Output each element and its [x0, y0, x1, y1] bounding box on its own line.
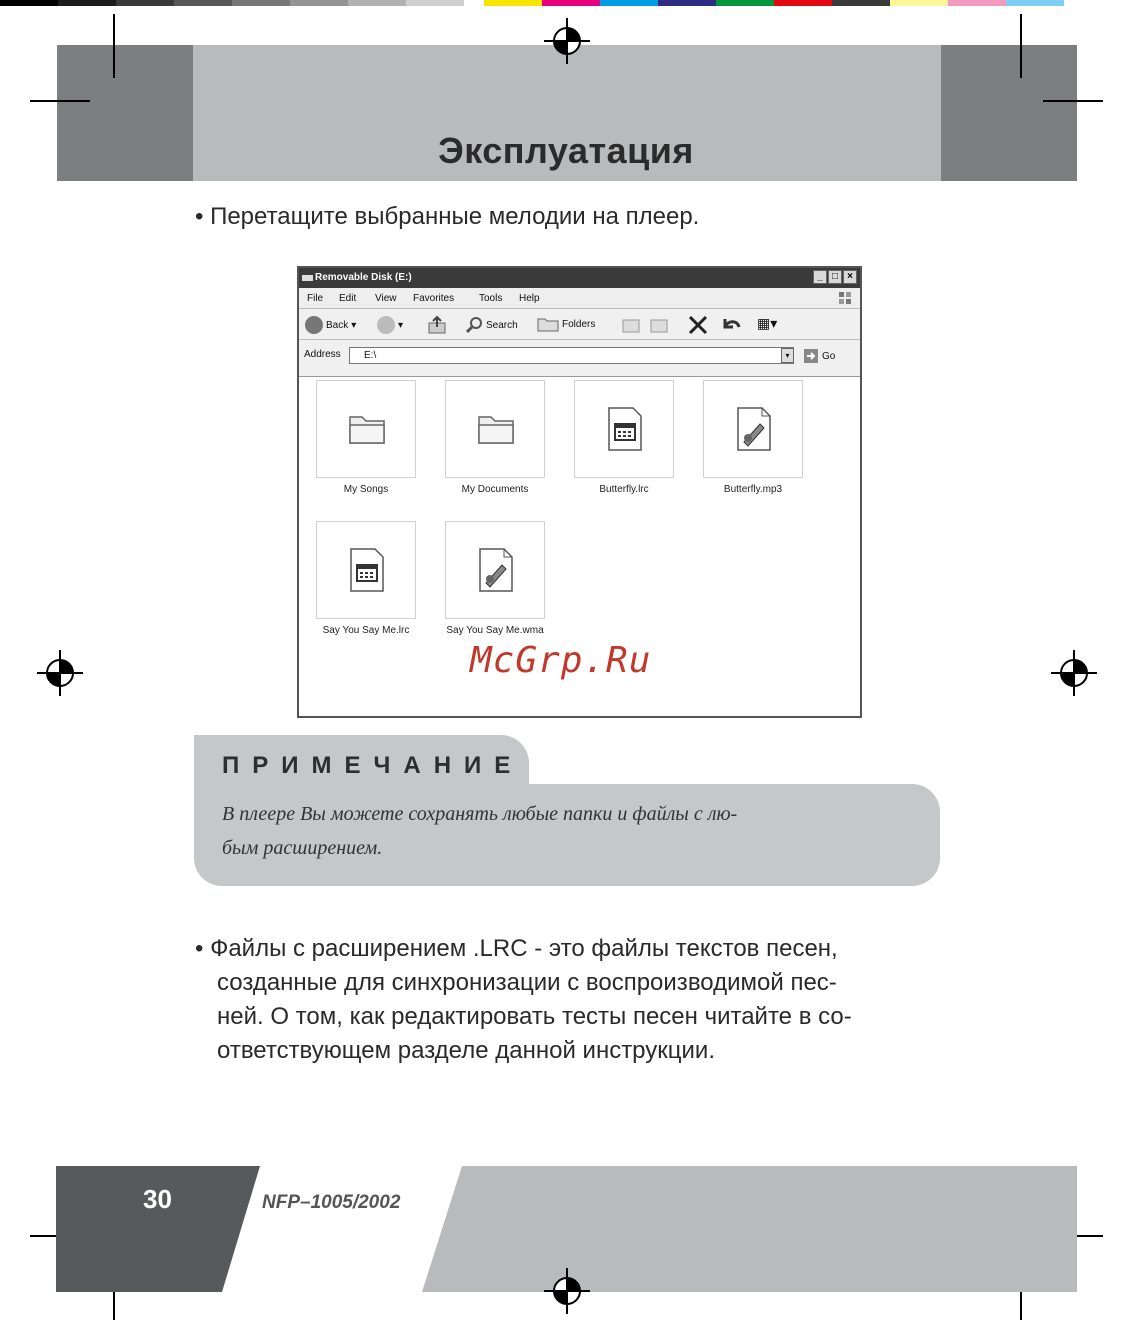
instruction-lrc: • Файлы с расширением .LRC - это файлы текстов песен, созданные для синхронизации с воспроизводимой пес- ней. О том, как редактировать тесты песен читайте в со- ответствующем разделе данной инструкции.	[195, 935, 852, 1064]
menu-favorites[interactable]: Favorites	[413, 293, 455, 304]
file-item[interactable]: My Documents	[445, 380, 545, 495]
address-dropdown-button[interactable]: ▾	[781, 348, 794, 363]
file-item[interactable]: Butterfly.mp3	[703, 380, 803, 495]
window-title: Removable Disk (E:)	[315, 272, 412, 283]
note-text: В плеере Вы можете сохранять любые папки и файлы с лю- бым расширением.	[222, 803, 738, 859]
search-button[interactable]: Search	[465, 316, 518, 334]
go-button[interactable]: Go	[803, 348, 835, 364]
views-icon: ▦▾	[757, 315, 778, 331]
file-item[interactable]: My Songs	[316, 380, 416, 495]
maximize-button[interactable]: □	[828, 270, 842, 284]
folders-button[interactable]: Folders	[537, 316, 595, 332]
menu-edit[interactable]: Edit	[339, 293, 357, 304]
page-title: Эксплуатация	[438, 130, 694, 171]
file-item[interactable]: Say You Say Me.wma	[445, 521, 545, 636]
watermark: McGrp.Ru	[470, 640, 652, 681]
file-item[interactable]: Butterfly.lrc	[574, 380, 674, 495]
menu-file[interactable]: File	[307, 293, 324, 304]
instruction-drag: • Перетащите выбранные мелодии на плеер.	[195, 203, 700, 230]
forward-button[interactable]: ▾	[377, 316, 403, 334]
address-input[interactable]: E:\	[349, 347, 794, 364]
menu-view[interactable]: View	[375, 293, 397, 304]
back-button[interactable]: Back ▾	[305, 316, 356, 334]
page-number: 30	[143, 1184, 172, 1214]
address-label: Address	[304, 349, 341, 360]
close-button[interactable]: ×	[843, 270, 857, 284]
minimize-button[interactable]: _	[813, 270, 827, 284]
menu-help[interactable]: Help	[519, 293, 540, 304]
file-item[interactable]: Say You Say Me.lrc	[316, 521, 416, 636]
registration-mark-icon	[544, 1268, 590, 1314]
model-number: NFP–1005/2002	[262, 1192, 401, 1213]
note-heading: ПРИМЕЧАНИЕ	[222, 752, 524, 779]
menu-tools[interactable]: Tools	[479, 293, 503, 304]
